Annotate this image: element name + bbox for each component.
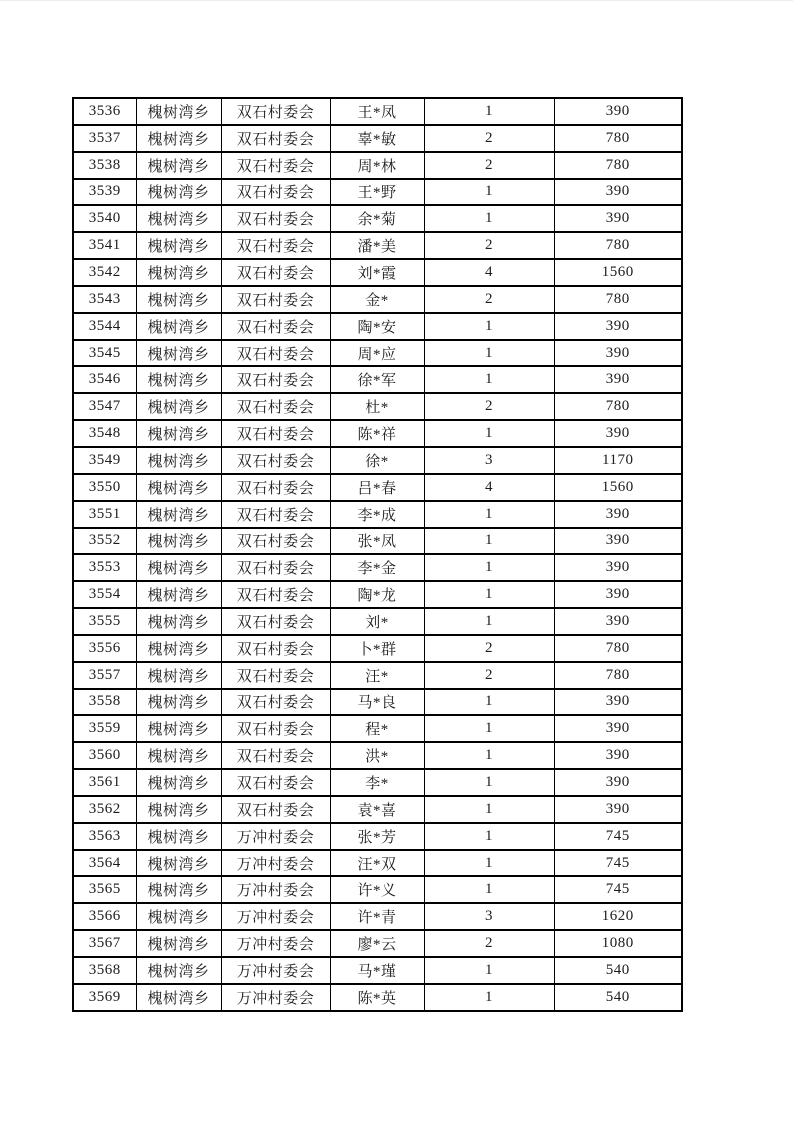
table-row bbox=[73, 179, 682, 206]
table-row bbox=[73, 125, 682, 152]
cell-village: 万冲村委会 bbox=[221, 903, 330, 930]
table-row bbox=[73, 662, 682, 689]
cell-name: 许*义 bbox=[330, 876, 424, 903]
cell-name: 马*良 bbox=[330, 689, 424, 716]
cell-id: 3564 bbox=[73, 850, 136, 877]
cell-village: 万冲村委会 bbox=[221, 930, 330, 957]
table-row bbox=[73, 715, 682, 742]
cell-id: 3561 bbox=[73, 769, 136, 796]
cell-id: 3568 bbox=[73, 957, 136, 984]
cell-township: 槐树湾乡 bbox=[136, 125, 221, 152]
cell-amount: 390 bbox=[554, 581, 682, 608]
cell-count: 2 bbox=[424, 152, 554, 179]
cell-village: 双石村委会 bbox=[221, 232, 330, 259]
cell-id: 3547 bbox=[73, 393, 136, 420]
cell-name: 张*芳 bbox=[330, 823, 424, 850]
cell-village: 万冲村委会 bbox=[221, 984, 330, 1011]
cell-count: 2 bbox=[424, 635, 554, 662]
cell-name: 陈*英 bbox=[330, 984, 424, 1011]
cell-count: 2 bbox=[424, 286, 554, 313]
cell-township: 槐树湾乡 bbox=[136, 876, 221, 903]
cell-id: 3536 bbox=[73, 98, 136, 125]
payment-table-body bbox=[73, 98, 682, 1011]
cell-name: 刘* bbox=[330, 608, 424, 635]
cell-village: 双石村委会 bbox=[221, 608, 330, 635]
table-row bbox=[73, 796, 682, 823]
table-row bbox=[73, 98, 682, 125]
cell-amount: 745 bbox=[554, 850, 682, 877]
cell-village: 双石村委会 bbox=[221, 259, 330, 286]
cell-id: 3555 bbox=[73, 608, 136, 635]
table-row bbox=[73, 876, 682, 903]
cell-count: 1 bbox=[424, 984, 554, 1011]
cell-count: 1 bbox=[424, 501, 554, 528]
cell-count: 1 bbox=[424, 528, 554, 555]
cell-count: 1 bbox=[424, 420, 554, 447]
cell-township: 槐树湾乡 bbox=[136, 152, 221, 179]
table-row bbox=[73, 957, 682, 984]
cell-name: 汪* bbox=[330, 662, 424, 689]
table-row bbox=[73, 474, 682, 501]
cell-id: 3552 bbox=[73, 528, 136, 555]
cell-village: 万冲村委会 bbox=[221, 876, 330, 903]
cell-name: 廖*云 bbox=[330, 930, 424, 957]
cell-amount: 745 bbox=[554, 876, 682, 903]
table-row bbox=[73, 501, 682, 528]
cell-count: 2 bbox=[424, 662, 554, 689]
cell-name: 程* bbox=[330, 715, 424, 742]
cell-name: 潘*美 bbox=[330, 232, 424, 259]
cell-id: 3538 bbox=[73, 152, 136, 179]
cell-amount: 390 bbox=[554, 715, 682, 742]
cell-name: 辜*敏 bbox=[330, 125, 424, 152]
table-row bbox=[73, 232, 682, 259]
cell-township: 槐树湾乡 bbox=[136, 581, 221, 608]
table-row bbox=[73, 205, 682, 232]
cell-id: 3550 bbox=[73, 474, 136, 501]
cell-id: 3549 bbox=[73, 447, 136, 474]
cell-amount: 1080 bbox=[554, 930, 682, 957]
cell-name: 王*野 bbox=[330, 179, 424, 206]
cell-amount: 780 bbox=[554, 635, 682, 662]
cell-amount: 390 bbox=[554, 689, 682, 716]
cell-amount: 780 bbox=[554, 393, 682, 420]
cell-name: 洪* bbox=[330, 742, 424, 769]
cell-count: 1 bbox=[424, 313, 554, 340]
cell-id: 3553 bbox=[73, 554, 136, 581]
cell-village: 双石村委会 bbox=[221, 286, 330, 313]
cell-amount: 745 bbox=[554, 823, 682, 850]
cell-count: 1 bbox=[424, 957, 554, 984]
table-row bbox=[73, 689, 682, 716]
cell-village: 双石村委会 bbox=[221, 340, 330, 367]
cell-id: 3557 bbox=[73, 662, 136, 689]
cell-township: 槐树湾乡 bbox=[136, 420, 221, 447]
cell-name: 杜* bbox=[330, 393, 424, 420]
cell-village: 双石村委会 bbox=[221, 366, 330, 393]
cell-village: 万冲村委会 bbox=[221, 957, 330, 984]
cell-count: 2 bbox=[424, 125, 554, 152]
cell-amount: 780 bbox=[554, 662, 682, 689]
cell-amount: 390 bbox=[554, 554, 682, 581]
cell-village: 万冲村委会 bbox=[221, 850, 330, 877]
cell-id: 3559 bbox=[73, 715, 136, 742]
cell-count: 1 bbox=[424, 340, 554, 367]
cell-id: 3545 bbox=[73, 340, 136, 367]
table-row bbox=[73, 850, 682, 877]
cell-amount: 780 bbox=[554, 125, 682, 152]
cell-id: 3544 bbox=[73, 313, 136, 340]
cell-township: 槐树湾乡 bbox=[136, 393, 221, 420]
table-row bbox=[73, 420, 682, 447]
cell-township: 槐树湾乡 bbox=[136, 474, 221, 501]
cell-count: 1 bbox=[424, 179, 554, 206]
cell-amount: 780 bbox=[554, 286, 682, 313]
table-row bbox=[73, 608, 682, 635]
cell-township: 槐树湾乡 bbox=[136, 205, 221, 232]
cell-id: 3540 bbox=[73, 205, 136, 232]
cell-township: 槐树湾乡 bbox=[136, 823, 221, 850]
cell-village: 双石村委会 bbox=[221, 635, 330, 662]
cell-name: 徐* bbox=[330, 447, 424, 474]
cell-name: 张*凤 bbox=[330, 528, 424, 555]
cell-id: 3541 bbox=[73, 232, 136, 259]
cell-township: 槐树湾乡 bbox=[136, 984, 221, 1011]
cell-id: 3542 bbox=[73, 259, 136, 286]
table-row bbox=[73, 769, 682, 796]
cell-village: 双石村委会 bbox=[221, 152, 330, 179]
cell-name: 李*成 bbox=[330, 501, 424, 528]
table-row bbox=[73, 393, 682, 420]
cell-amount: 1560 bbox=[554, 259, 682, 286]
table-row bbox=[73, 152, 682, 179]
cell-name: 徐*军 bbox=[330, 366, 424, 393]
cell-township: 槐树湾乡 bbox=[136, 796, 221, 823]
cell-village: 双石村委会 bbox=[221, 528, 330, 555]
cell-village: 双石村委会 bbox=[221, 125, 330, 152]
cell-village: 双石村委会 bbox=[221, 742, 330, 769]
cell-township: 槐树湾乡 bbox=[136, 930, 221, 957]
cell-township: 槐树湾乡 bbox=[136, 554, 221, 581]
cell-amount: 390 bbox=[554, 420, 682, 447]
table-row bbox=[73, 313, 682, 340]
cell-township: 槐树湾乡 bbox=[136, 179, 221, 206]
cell-id: 3556 bbox=[73, 635, 136, 662]
cell-amount: 390 bbox=[554, 179, 682, 206]
cell-name: 金* bbox=[330, 286, 424, 313]
table-row bbox=[73, 554, 682, 581]
cell-township: 槐树湾乡 bbox=[136, 501, 221, 528]
cell-amount: 390 bbox=[554, 98, 682, 125]
cell-name: 陶*安 bbox=[330, 313, 424, 340]
cell-count: 1 bbox=[424, 581, 554, 608]
cell-township: 槐树湾乡 bbox=[136, 769, 221, 796]
cell-village: 双石村委会 bbox=[221, 769, 330, 796]
cell-count: 1 bbox=[424, 850, 554, 877]
cell-village: 双石村委会 bbox=[221, 501, 330, 528]
cell-count: 2 bbox=[424, 232, 554, 259]
cell-id: 3554 bbox=[73, 581, 136, 608]
cell-township: 槐树湾乡 bbox=[136, 903, 221, 930]
cell-name: 许*青 bbox=[330, 903, 424, 930]
table-row bbox=[73, 286, 682, 313]
cell-amount: 390 bbox=[554, 313, 682, 340]
cell-id: 3546 bbox=[73, 366, 136, 393]
cell-name: 李*金 bbox=[330, 554, 424, 581]
cell-village: 双石村委会 bbox=[221, 662, 330, 689]
cell-amount: 390 bbox=[554, 340, 682, 367]
cell-township: 槐树湾乡 bbox=[136, 232, 221, 259]
cell-township: 槐树湾乡 bbox=[136, 742, 221, 769]
table-row bbox=[73, 340, 682, 367]
cell-village: 双石村委会 bbox=[221, 447, 330, 474]
cell-id: 3551 bbox=[73, 501, 136, 528]
cell-id: 3567 bbox=[73, 930, 136, 957]
cell-count: 3 bbox=[424, 903, 554, 930]
cell-id: 3539 bbox=[73, 179, 136, 206]
cell-amount: 540 bbox=[554, 984, 682, 1011]
cell-name: 陶*龙 bbox=[330, 581, 424, 608]
cell-count: 1 bbox=[424, 366, 554, 393]
cell-name: 陈*祥 bbox=[330, 420, 424, 447]
payment-table bbox=[72, 97, 683, 1012]
cell-village: 双石村委会 bbox=[221, 179, 330, 206]
table-row bbox=[73, 742, 682, 769]
cell-count: 1 bbox=[424, 689, 554, 716]
cell-township: 槐树湾乡 bbox=[136, 850, 221, 877]
cell-township: 槐树湾乡 bbox=[136, 528, 221, 555]
cell-id: 3569 bbox=[73, 984, 136, 1011]
cell-id: 3565 bbox=[73, 876, 136, 903]
cell-name: 马*瑾 bbox=[330, 957, 424, 984]
cell-village: 双石村委会 bbox=[221, 715, 330, 742]
cell-township: 槐树湾乡 bbox=[136, 286, 221, 313]
cell-amount: 1170 bbox=[554, 447, 682, 474]
cell-village: 双石村委会 bbox=[221, 554, 330, 581]
cell-count: 4 bbox=[424, 259, 554, 286]
cell-count: 1 bbox=[424, 205, 554, 232]
cell-amount: 390 bbox=[554, 796, 682, 823]
cell-village: 万冲村委会 bbox=[221, 823, 330, 850]
cell-id: 3548 bbox=[73, 420, 136, 447]
cell-name: 周*林 bbox=[330, 152, 424, 179]
cell-village: 双石村委会 bbox=[221, 581, 330, 608]
table-row bbox=[73, 903, 682, 930]
table-row bbox=[73, 259, 682, 286]
cell-count: 1 bbox=[424, 715, 554, 742]
cell-amount: 390 bbox=[554, 528, 682, 555]
cell-id: 3560 bbox=[73, 742, 136, 769]
cell-amount: 1560 bbox=[554, 474, 682, 501]
table-row bbox=[73, 447, 682, 474]
cell-name: 余*菊 bbox=[330, 205, 424, 232]
cell-amount: 390 bbox=[554, 769, 682, 796]
cell-name: 卜*群 bbox=[330, 635, 424, 662]
table-row bbox=[73, 930, 682, 957]
cell-village: 双石村委会 bbox=[221, 393, 330, 420]
cell-township: 槐树湾乡 bbox=[136, 635, 221, 662]
cell-count: 1 bbox=[424, 742, 554, 769]
cell-township: 槐树湾乡 bbox=[136, 259, 221, 286]
cell-count: 2 bbox=[424, 930, 554, 957]
cell-id: 3558 bbox=[73, 689, 136, 716]
cell-id: 3562 bbox=[73, 796, 136, 823]
cell-amount: 780 bbox=[554, 152, 682, 179]
cell-count: 1 bbox=[424, 98, 554, 125]
cell-id: 3563 bbox=[73, 823, 136, 850]
cell-name: 吕*春 bbox=[330, 474, 424, 501]
cell-count: 2 bbox=[424, 393, 554, 420]
cell-amount: 540 bbox=[554, 957, 682, 984]
cell-village: 双石村委会 bbox=[221, 313, 330, 340]
cell-township: 槐树湾乡 bbox=[136, 447, 221, 474]
cell-count: 1 bbox=[424, 769, 554, 796]
page-canvas bbox=[0, 1, 793, 1123]
cell-township: 槐树湾乡 bbox=[136, 366, 221, 393]
cell-village: 双石村委会 bbox=[221, 689, 330, 716]
cell-township: 槐树湾乡 bbox=[136, 662, 221, 689]
cell-township: 槐树湾乡 bbox=[136, 715, 221, 742]
cell-count: 1 bbox=[424, 608, 554, 635]
cell-name: 周*应 bbox=[330, 340, 424, 367]
cell-amount: 390 bbox=[554, 366, 682, 393]
cell-count: 4 bbox=[424, 474, 554, 501]
cell-id: 3543 bbox=[73, 286, 136, 313]
cell-id: 3537 bbox=[73, 125, 136, 152]
cell-id: 3566 bbox=[73, 903, 136, 930]
cell-township: 槐树湾乡 bbox=[136, 957, 221, 984]
cell-amount: 780 bbox=[554, 232, 682, 259]
cell-name: 李* bbox=[330, 769, 424, 796]
table-row bbox=[73, 635, 682, 662]
cell-village: 双石村委会 bbox=[221, 420, 330, 447]
cell-count: 3 bbox=[424, 447, 554, 474]
cell-village: 双石村委会 bbox=[221, 98, 330, 125]
cell-name: 刘*霞 bbox=[330, 259, 424, 286]
cell-village: 双石村委会 bbox=[221, 205, 330, 232]
cell-count: 1 bbox=[424, 796, 554, 823]
table-row bbox=[73, 984, 682, 1011]
cell-amount: 390 bbox=[554, 742, 682, 769]
cell-township: 槐树湾乡 bbox=[136, 689, 221, 716]
table-row bbox=[73, 366, 682, 393]
cell-amount: 1620 bbox=[554, 903, 682, 930]
table-row bbox=[73, 823, 682, 850]
cell-count: 1 bbox=[424, 876, 554, 903]
cell-name: 王*凤 bbox=[330, 98, 424, 125]
table-row bbox=[73, 581, 682, 608]
cell-amount: 390 bbox=[554, 608, 682, 635]
cell-amount: 390 bbox=[554, 205, 682, 232]
cell-township: 槐树湾乡 bbox=[136, 608, 221, 635]
cell-name: 汪*双 bbox=[330, 850, 424, 877]
cell-amount: 390 bbox=[554, 501, 682, 528]
cell-village: 双石村委会 bbox=[221, 474, 330, 501]
cell-village: 双石村委会 bbox=[221, 796, 330, 823]
cell-township: 槐树湾乡 bbox=[136, 313, 221, 340]
cell-count: 1 bbox=[424, 823, 554, 850]
table-row bbox=[73, 528, 682, 555]
cell-township: 槐树湾乡 bbox=[136, 98, 221, 125]
cell-name: 袁*喜 bbox=[330, 796, 424, 823]
cell-count: 1 bbox=[424, 554, 554, 581]
cell-township: 槐树湾乡 bbox=[136, 340, 221, 367]
